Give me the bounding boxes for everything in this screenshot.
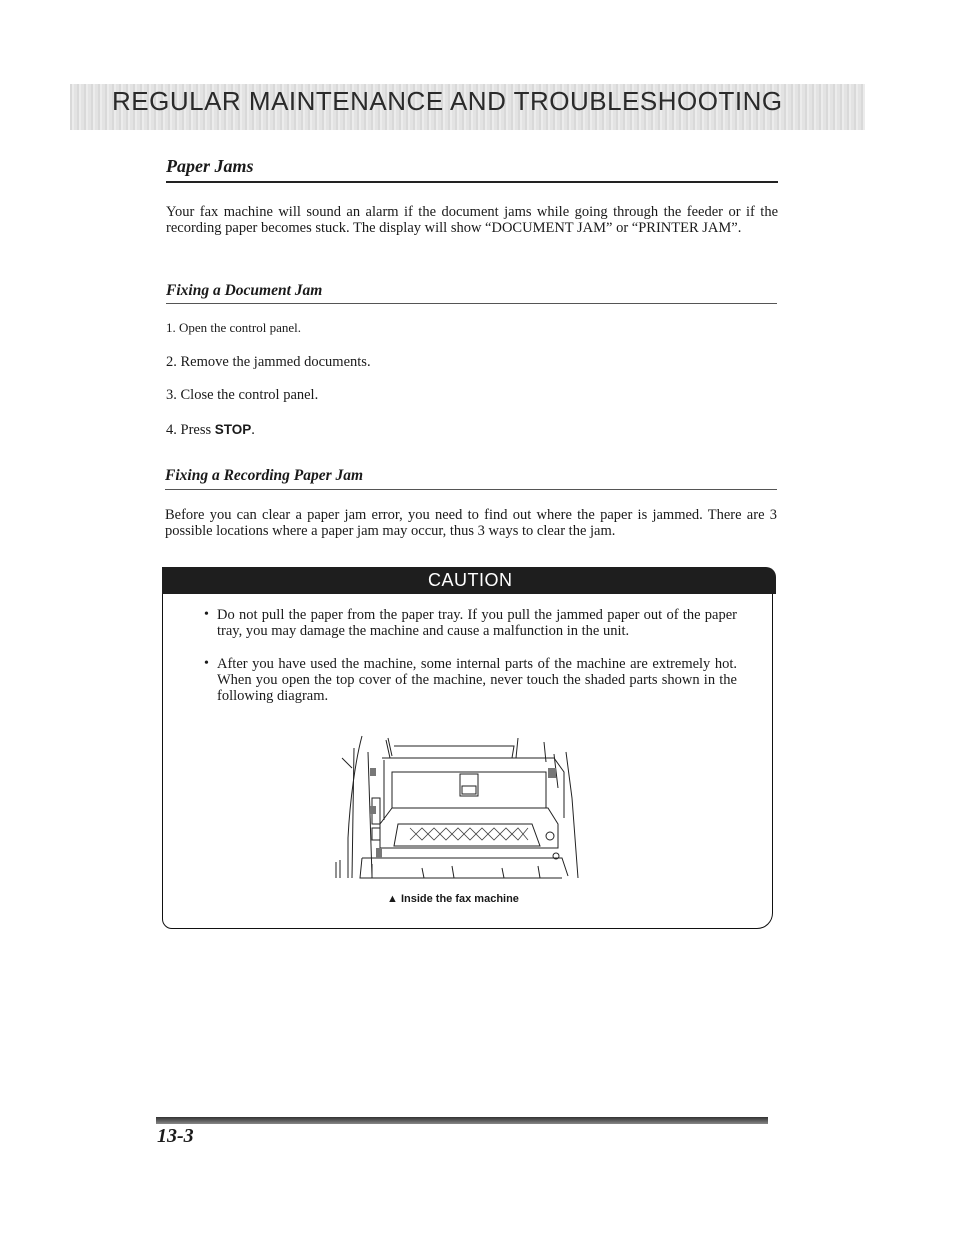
step-number: 4. [166, 422, 177, 438]
section-title-paper-jams: Paper Jams [166, 156, 254, 176]
step-2 [166, 354, 371, 371]
figure-caption: ▲ Inside the fax machine [387, 893, 519, 905]
step-3 [166, 387, 318, 404]
subsection-rule [165, 489, 777, 490]
step-1 [166, 320, 301, 336]
subsection-title-recording-jam: Fixing a Recording Paper Jam [165, 467, 364, 484]
paper-jams-intro: Your fax machine will sound an alarm if the document jams while going through the feeder or if the recording paper becomes stuck. The display will show “DOCUMENT JAM” or “PRINTER JAM”. [166, 204, 778, 236]
step-number: 3. [166, 387, 177, 403]
fax-machine-interior-diagram [332, 728, 590, 890]
footer-rule [156, 1117, 768, 1124]
caution-bullet-2: After you have used the machine, some internal parts of the machine are extremely hot. When you open the top cover of the machine, never touch the shaded parts shown in the following diagram. [217, 656, 737, 704]
step-text: Remove the jammed documents. [180, 354, 371, 370]
bullet-dot: • [204, 656, 209, 671]
step-4 [166, 422, 255, 439]
page-header-title: REGULAR MAINTENANCE AND TROUBLESHOOTING [112, 86, 783, 116]
subsection-title-document-jam: Fixing a Document Jam [166, 282, 323, 299]
step-number: 1. [166, 320, 176, 335]
section-rule [166, 181, 778, 183]
page-number: 13-3 [157, 1125, 194, 1147]
step-number: 2. [166, 354, 177, 370]
stop-key-label: STOP [214, 422, 252, 437]
subsection-rule [166, 303, 777, 304]
step-text: Press [180, 422, 215, 438]
bullet-dot: • [204, 607, 209, 622]
step-suffix: . [251, 422, 255, 438]
step-text: Open the control panel. [179, 320, 302, 335]
caution-label: CAUTION [428, 570, 513, 590]
caution-bullet-1: Do not pull the paper from the paper tray. If you pull the jammed paper out of the paper tray, you may damage the machine and cause a malfunction in the unit. [217, 607, 737, 639]
recording-jam-intro: Before you can clear a paper jam error, you need to find out where the paper is jammed. There are 3 possible locations where a paper jam may occur, thus 3 ways to clear the jam. [165, 507, 777, 539]
step-text: Close the control panel. [180, 387, 319, 403]
